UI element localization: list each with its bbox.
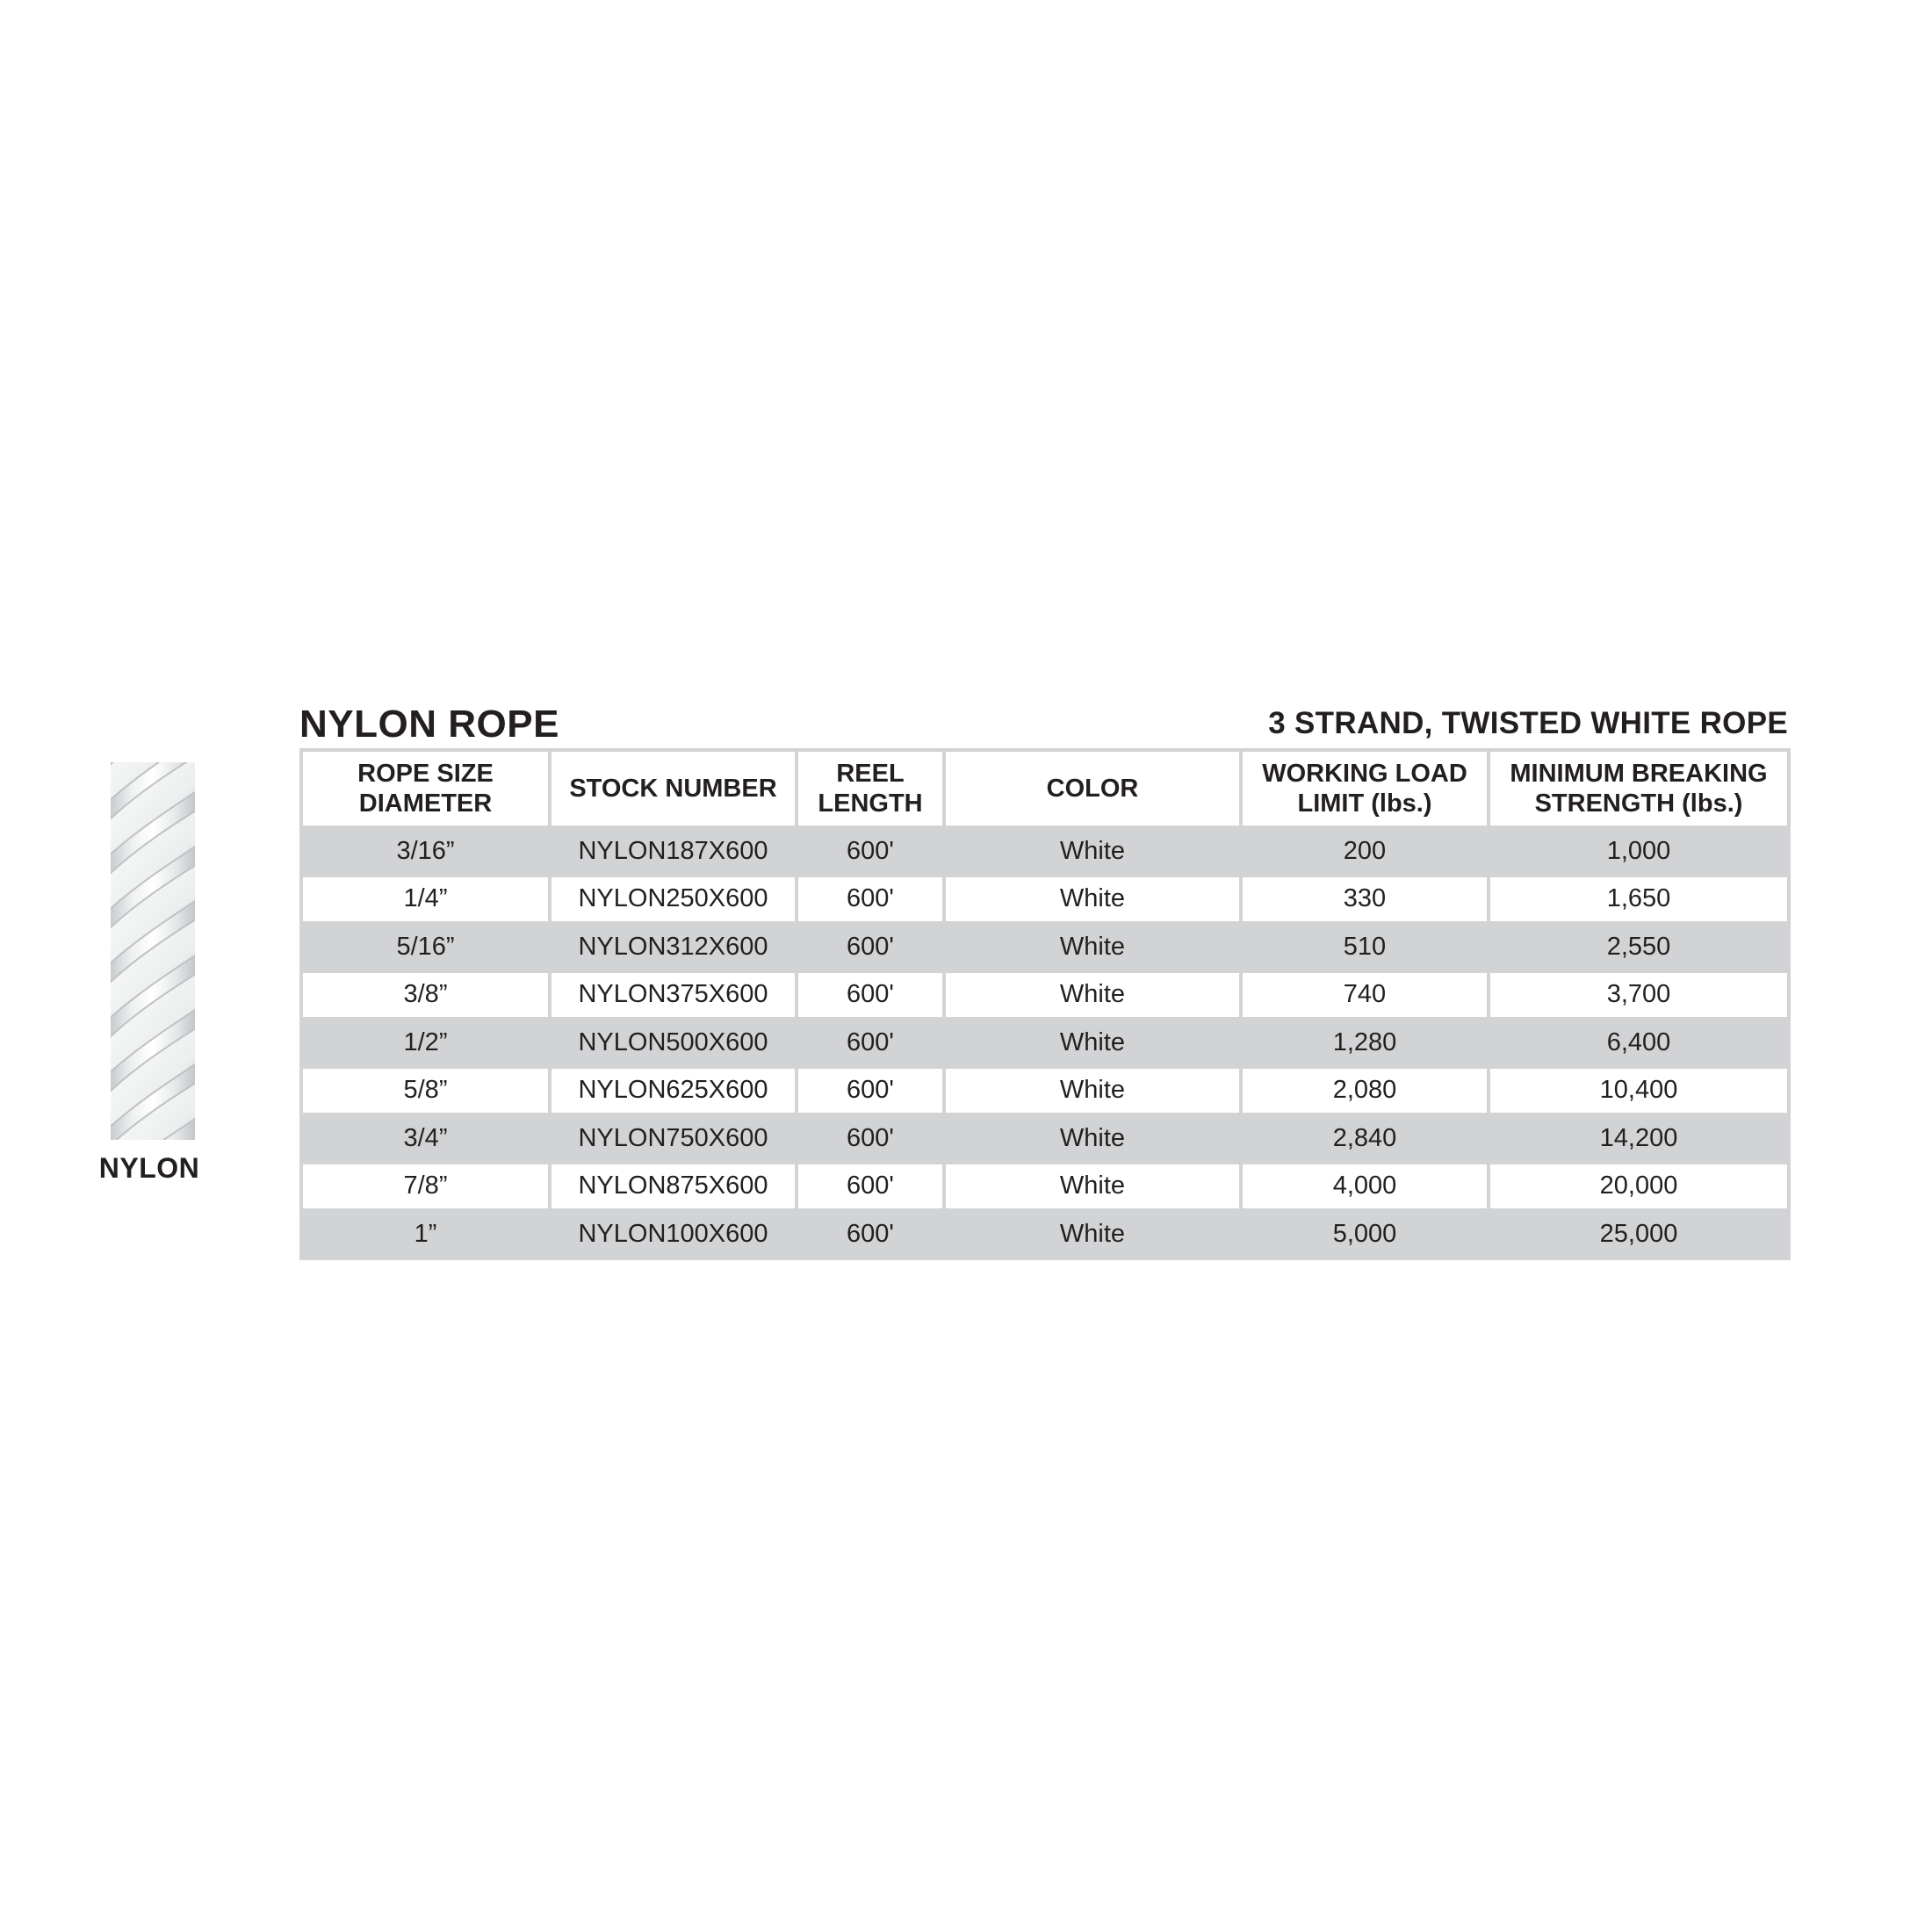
working-load-cell: 1,280 — [1241, 1019, 1489, 1067]
stock-number-cell: NYLON100X600 — [550, 1210, 797, 1258]
header-text: DIAMETER — [358, 789, 493, 818]
working-load-cell: 510 — [1241, 923, 1489, 971]
breaking-strength-cell: 14,200 — [1489, 1114, 1789, 1163]
header-text: STOCK NUMBER — [569, 775, 777, 803]
working-load-cell: 2,840 — [1241, 1114, 1489, 1163]
breaking-strength-cell: 1,650 — [1489, 876, 1789, 924]
color-cell: White — [944, 1163, 1241, 1211]
rope-size-cell: 5/16” — [301, 923, 550, 971]
rope-size-cell: 1/4” — [301, 876, 550, 924]
stock-number-cell: NYLON250X600 — [550, 876, 797, 924]
table-header-row — [301, 750, 1789, 827]
breaking-strength-cell: 25,000 — [1489, 1210, 1789, 1258]
table-row — [301, 1163, 1789, 1211]
breaking-strength-cell: 1,000 — [1489, 827, 1789, 876]
color-cell: White — [944, 1067, 1241, 1115]
working-load-cell: 2,080 — [1241, 1067, 1489, 1115]
reel-length-cell: 600' — [797, 1163, 944, 1211]
rope-size-cell: 7/8” — [301, 1163, 550, 1211]
header-text: ROPE SIZE — [357, 760, 494, 788]
color-cell: White — [944, 971, 1241, 1020]
table-row — [301, 1114, 1789, 1163]
spec-table — [299, 748, 1791, 1260]
page-subtitle: 3 STRAND, TWISTED WHITE ROPE — [1268, 706, 1788, 740]
table-row — [301, 1210, 1789, 1258]
rope-size-cell: 1/2” — [301, 1019, 550, 1067]
working-load-cell: 330 — [1241, 876, 1489, 924]
reel-length-cell: 600' — [797, 827, 944, 876]
header-text: WORKING LOAD — [1262, 760, 1467, 788]
table-row — [301, 876, 1789, 924]
reel-length-cell: 600' — [797, 1114, 944, 1163]
color-cell: White — [944, 923, 1241, 971]
header-text: LIMIT (lbs.) — [1297, 789, 1432, 818]
color-cell: White — [944, 1114, 1241, 1163]
breaking-strength-cell: 3,700 — [1489, 971, 1789, 1020]
color-cell: White — [944, 1210, 1241, 1258]
rope-image — [88, 762, 211, 1184]
reel-length-cell: 600' — [797, 1019, 944, 1067]
working-load-cell: 4,000 — [1241, 1163, 1489, 1211]
page-title: NYLON ROPE — [299, 703, 559, 746]
header-text: LENGTH — [818, 789, 923, 818]
reel-length-cell: 600' — [797, 923, 944, 971]
color-cell: White — [944, 1019, 1241, 1067]
stock-number-cell: NYLON375X600 — [550, 971, 797, 1020]
rope-size-cell: 3/16” — [301, 827, 550, 876]
stock-number-cell: NYLON625X600 — [550, 1067, 797, 1115]
table-row — [301, 827, 1789, 876]
breaking-strength-cell: 6,400 — [1489, 1019, 1789, 1067]
header-text: COLOR — [1046, 775, 1139, 803]
breaking-strength-cell: 20,000 — [1489, 1163, 1789, 1211]
working-load-cell: 200 — [1241, 827, 1489, 876]
working-load-cell: 5,000 — [1241, 1210, 1489, 1258]
breaking-strength-cell: 2,550 — [1489, 923, 1789, 971]
rope-caption: NYLON — [98, 1152, 200, 1184]
working-load-cell: 740 — [1241, 971, 1489, 1020]
reel-length-cell: 600' — [797, 876, 944, 924]
rope-size-cell: 3/8” — [301, 971, 550, 1020]
rope-size-cell: 1” — [301, 1210, 550, 1258]
stock-number-cell: NYLON750X600 — [550, 1114, 797, 1163]
rope-size-cell: 5/8” — [301, 1067, 550, 1115]
table-row — [301, 923, 1789, 971]
stock-number-cell: NYLON875X600 — [550, 1163, 797, 1211]
header-text: MINIMUM BREAKING — [1510, 760, 1768, 788]
stock-number-cell: NYLON187X600 — [550, 827, 797, 876]
reel-length-header — [797, 750, 944, 827]
table-row — [301, 1067, 1789, 1115]
stock-number-cell: NYLON500X600 — [550, 1019, 797, 1067]
color-cell: White — [944, 876, 1241, 924]
color-header — [944, 750, 1241, 827]
header-text: REEL — [836, 760, 905, 788]
stock-number-cell: NYLON312X600 — [550, 923, 797, 971]
table-body — [301, 827, 1789, 1258]
header-text: STRENGTH (lbs.) — [1534, 789, 1743, 818]
working-load-header — [1241, 750, 1489, 827]
breaking-strength-cell: 10,400 — [1489, 1067, 1789, 1115]
breaking-strength-header — [1489, 750, 1789, 827]
reel-length-cell: 600' — [797, 1210, 944, 1258]
rope-size-cell: 3/4” — [301, 1114, 550, 1163]
rope-size-header — [301, 750, 550, 827]
table-row — [301, 971, 1789, 1020]
color-cell: White — [944, 827, 1241, 876]
stock-number-header — [550, 750, 797, 827]
reel-length-cell: 600' — [797, 1067, 944, 1115]
reel-length-cell: 600' — [797, 971, 944, 1020]
table-row — [301, 1019, 1789, 1067]
